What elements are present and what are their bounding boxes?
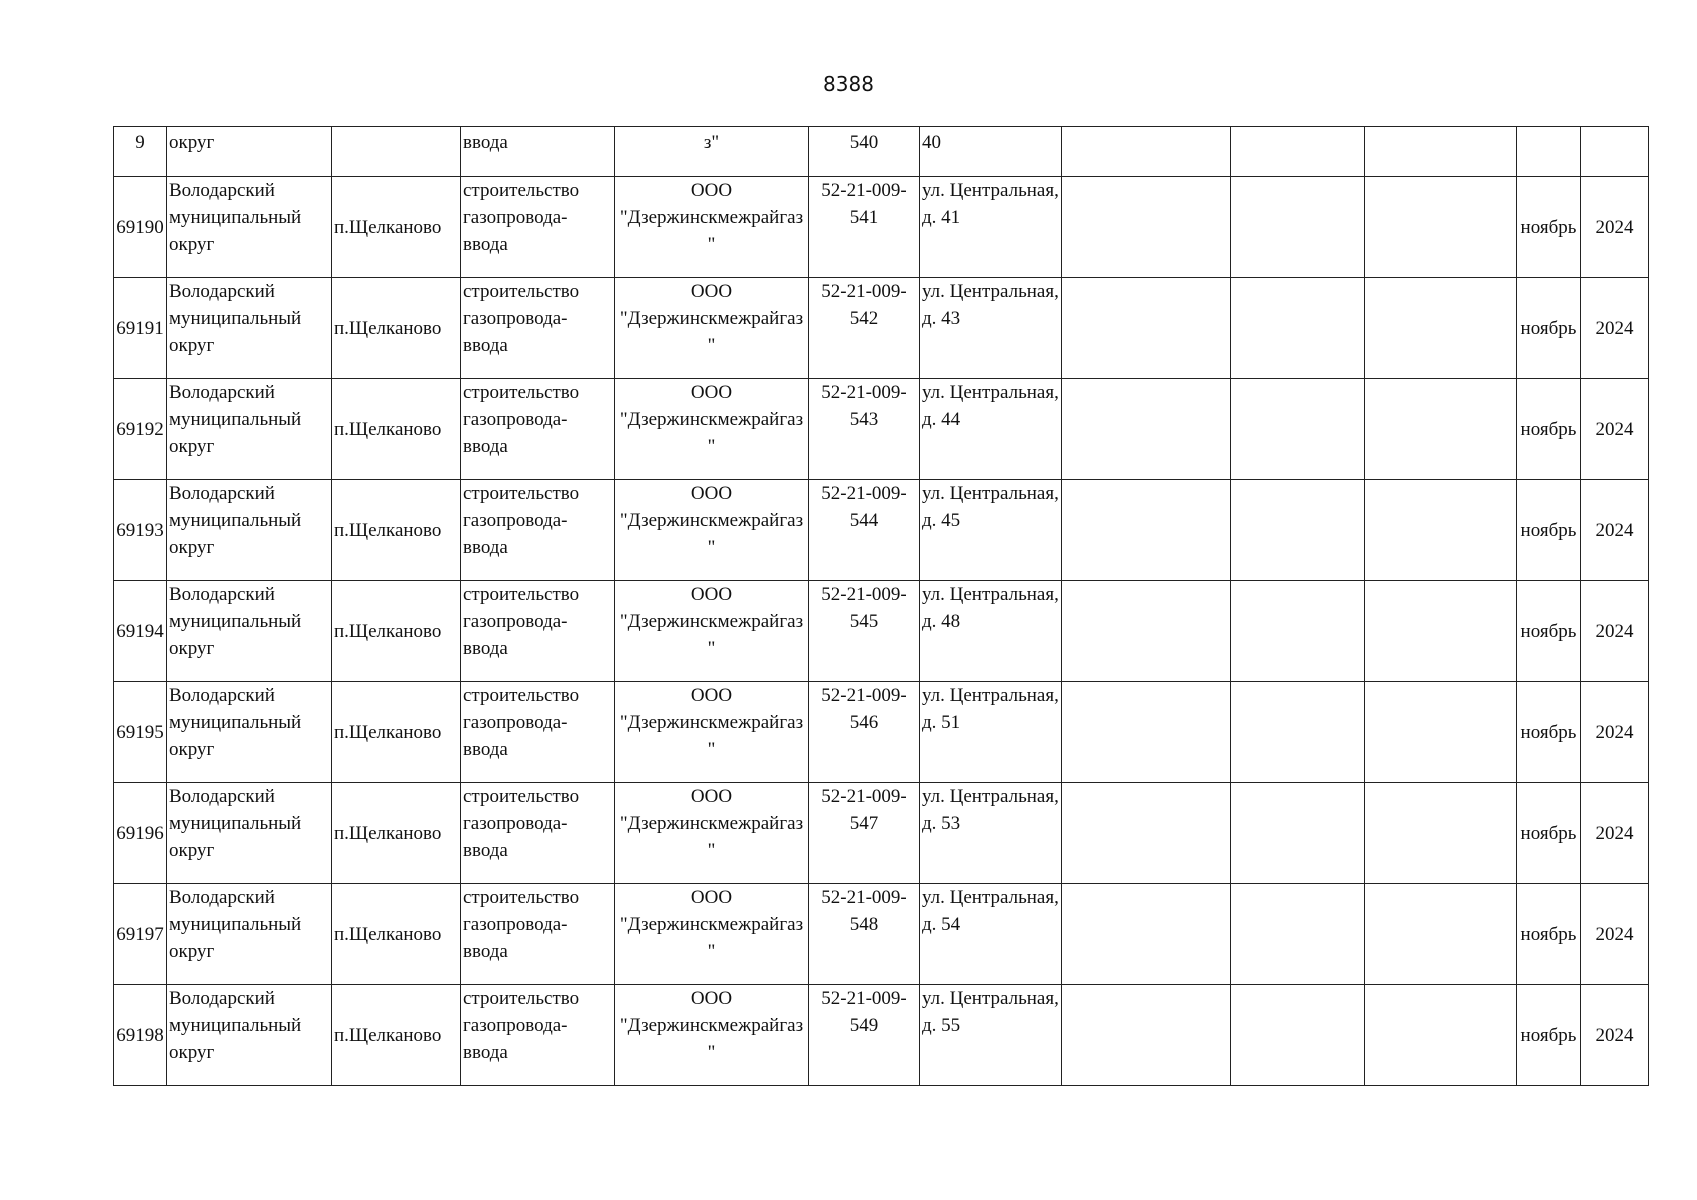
table-row [114,177,1649,278]
row-number-cell: 69195 [114,682,167,783]
organization-name: "Дзержинскмежрайгаз" [619,611,804,659]
work-type-cell: строительство газопровода-ввода [461,884,615,985]
organization-type: ООО [690,786,733,807]
empty-cell [1365,985,1517,1086]
work-type-cell: строительство газопровода-ввода [461,480,615,581]
table-row [114,985,1649,1086]
organization-cell [615,682,809,783]
locality-cell: п.Щелканово [332,278,461,379]
organization-name: "Дзержинскмежрайгаз" [619,207,804,255]
registry-table-body [114,127,1649,1086]
month-cell: ноябрь [1517,884,1581,985]
empty-cell [1365,783,1517,884]
table-row [114,379,1649,480]
work-type-cell: строительство газопровода-ввода [461,581,615,682]
locality-cell: п.Щелканово [332,581,461,682]
table-row-continued [114,127,1649,177]
empty-cell [1231,278,1365,379]
object-code-cell: 52-21-009-542 [809,278,920,379]
object-code-cell: 52-21-009-548 [809,884,920,985]
work-type-cell: строительство газопровода-ввода [461,278,615,379]
organization-name: "Дзержинскмежрайгаз" [619,308,804,356]
work-type-cell: строительство газопровода-ввода [461,379,615,480]
month-cell: ноябрь [1517,278,1581,379]
month-cell: ноябрь [1517,985,1581,1086]
locality-cell: п.Щелканово [332,985,461,1086]
table-row [114,682,1649,783]
organization-cell [615,379,809,480]
organization-cell [615,884,809,985]
work-type-cell: строительство газопровода-ввода [461,985,615,1086]
year-cell: 2024 [1581,278,1649,379]
address-cell: ул. Центральная, д. 41 [920,177,1062,278]
empty-cell [1062,682,1231,783]
organization-cell: з" [615,127,809,177]
month-cell: ноябрь [1517,177,1581,278]
locality-cell [332,127,461,177]
address-cell: ул. Центральная, д. 53 [920,783,1062,884]
year-cell: 2024 [1581,884,1649,985]
district-cell: Володарский муниципальный округ [167,985,332,1086]
table-row [114,278,1649,379]
work-type-cell: строительство газопровода-ввода [461,783,615,884]
row-number-cell: 69194 [114,581,167,682]
page-number: 8388 [823,72,874,96]
address-cell: ул. Центральная, д. 54 [920,884,1062,985]
district-cell: Володарский муниципальный округ [167,783,332,884]
empty-cell [1231,127,1365,177]
locality-cell: п.Щелканово [332,480,461,581]
empty-cell [1231,581,1365,682]
object-code-cell: 52-21-009-545 [809,581,920,682]
organization-name: "Дзержинскмежрайгаз" [619,712,804,760]
district-cell: Володарский муниципальный округ [167,581,332,682]
empty-cell [1365,177,1517,278]
organization-cell [615,985,809,1086]
organization-name: "Дзержинскмежрайгаз" [619,1015,804,1063]
organization-type: ООО [690,988,733,1009]
work-type-cell: строительство газопровода-ввода [461,682,615,783]
organization-cell [615,581,809,682]
table-row [114,783,1649,884]
address-cell: ул. Центральная, д. 44 [920,379,1062,480]
empty-cell [1231,884,1365,985]
empty-cell [1062,177,1231,278]
registry-table [113,126,1649,1086]
organization-type: ООО [690,887,733,908]
empty-cell [1365,682,1517,783]
locality-cell: п.Щелканово [332,379,461,480]
organization-type: ООО [690,685,733,706]
empty-cell [1062,985,1231,1086]
empty-cell [1231,783,1365,884]
row-number-cell: 69193 [114,480,167,581]
empty-cell [1231,682,1365,783]
organization-cell [615,783,809,884]
month-cell: ноябрь [1517,783,1581,884]
work-type-cell: строительство газопровода-ввода [461,177,615,278]
object-code-cell: 52-21-009-541 [809,177,920,278]
table-row [114,581,1649,682]
table-row [114,480,1649,581]
row-number-cell: 69191 [114,278,167,379]
year-cell: 2024 [1581,177,1649,278]
empty-cell [1062,581,1231,682]
locality-cell: п.Щелканово [332,177,461,278]
year-cell: 2024 [1581,682,1649,783]
organization-name: "Дзержинскмежрайгаз" [619,813,804,861]
address-cell: ул. Центральная, д. 51 [920,682,1062,783]
empty-cell [1365,581,1517,682]
organization-type: ООО [690,382,733,403]
empty-cell [1062,480,1231,581]
object-code-cell: 52-21-009-544 [809,480,920,581]
year-cell [1581,127,1649,177]
object-code-cell: 52-21-009-549 [809,985,920,1086]
table-row [114,884,1649,985]
address-cell: ул. Центральная, д. 43 [920,278,1062,379]
row-number-cell: 9 [114,127,167,177]
empty-cell [1062,278,1231,379]
empty-cell [1231,985,1365,1086]
empty-cell [1365,379,1517,480]
organization-cell [615,177,809,278]
row-number-cell: 69190 [114,177,167,278]
object-code-cell: 52-21-009-547 [809,783,920,884]
row-number-cell: 69192 [114,379,167,480]
year-cell: 2024 [1581,581,1649,682]
object-code-cell: 52-21-009-543 [809,379,920,480]
row-number-cell: 69196 [114,783,167,884]
empty-cell [1365,480,1517,581]
empty-cell [1231,480,1365,581]
object-code-cell: 540 [809,127,920,177]
row-number-cell: 69197 [114,884,167,985]
district-cell: Володарский муниципальный округ [167,884,332,985]
empty-cell [1062,379,1231,480]
address-cell: ул. Центральная, д. 55 [920,985,1062,1086]
month-cell: ноябрь [1517,379,1581,480]
year-cell: 2024 [1581,985,1649,1086]
organization-type: ООО [690,483,733,504]
empty-cell [1062,127,1231,177]
district-cell: Володарский муниципальный округ [167,177,332,278]
empty-cell [1365,278,1517,379]
district-cell: Володарский муниципальный округ [167,379,332,480]
month-cell: ноябрь [1517,581,1581,682]
year-cell: 2024 [1581,783,1649,884]
month-cell: ноябрь [1517,480,1581,581]
district-cell: Володарский муниципальный округ [167,480,332,581]
month-cell: ноябрь [1517,682,1581,783]
empty-cell [1062,783,1231,884]
locality-cell: п.Щелканово [332,682,461,783]
organization-name: "Дзержинскмежрайгаз" [619,409,804,457]
district-cell: Володарский муниципальный округ [167,682,332,783]
district-cell: Володарский муниципальный округ [167,278,332,379]
address-cell: ул. Центральная, д. 48 [920,581,1062,682]
organization-cell [615,278,809,379]
empty-cell [1365,884,1517,985]
row-number-cell: 69198 [114,985,167,1086]
empty-cell [1231,177,1365,278]
year-cell: 2024 [1581,379,1649,480]
organization-type: ООО [690,584,733,605]
work-type-cell: ввода [461,127,615,177]
address-cell: 40 [920,127,1062,177]
empty-cell [1062,884,1231,985]
locality-cell: п.Щелканово [332,884,461,985]
year-cell: 2024 [1581,480,1649,581]
empty-cell [1365,127,1517,177]
locality-cell: п.Щелканово [332,783,461,884]
address-cell: ул. Центральная, д. 45 [920,480,1062,581]
organization-name: "Дзержинскмежрайгаз" [619,510,804,558]
organization-type: ООО [690,180,733,201]
organization-name: "Дзержинскмежрайгаз" [619,914,804,962]
district-cell: округ [167,127,332,177]
object-code-cell: 52-21-009-546 [809,682,920,783]
organization-type: ООО [690,281,733,302]
organization-cell [615,480,809,581]
month-cell [1517,127,1581,177]
empty-cell [1231,379,1365,480]
